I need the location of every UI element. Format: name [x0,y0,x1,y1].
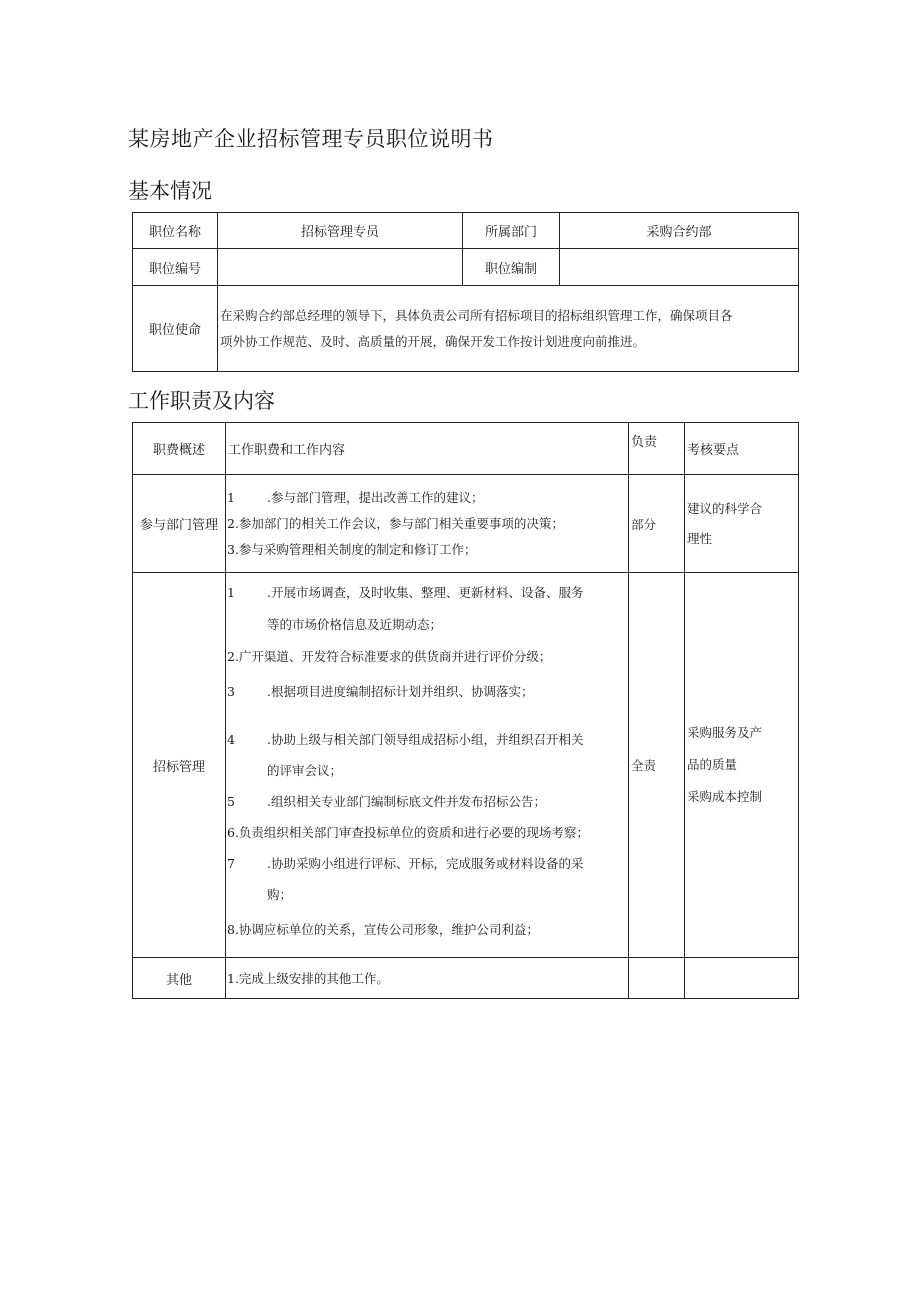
row-responsibility [629,958,685,999]
row-assessment: 采购服务及产 品的质量 采购成本控制 [685,573,799,958]
duty-item: 3 .根据项目进度编制招标计划并组织、协调落实； [227,684,534,699]
mission-label: 职位使命 [133,286,218,372]
department-label: 所属部门 [463,213,560,249]
section-heading-duties: 工作职责及内容 [128,389,275,413]
position-code-label: 职位编号 [133,249,218,286]
section-heading-basic: 基本情况 [128,179,212,203]
header-responsibility: 负责 [629,423,685,475]
position-name-value: 招标管理专员 [218,213,463,249]
row-overview: 其他 [133,958,226,999]
duty-item: 3.参与采购管理相关制度的制定和修订工作； [227,542,477,557]
row-content [226,475,629,573]
row-assessment [685,958,799,999]
row-overview: 招标管理 [133,573,226,958]
duty-item-continued: 等的市场价格信息及近期动态； [267,617,443,632]
row-responsibility: 部分 [629,475,685,573]
table-row [133,475,799,573]
duty-item: 8.协调应标单位的关系，宣传公司形象，维护公司利益； [227,922,539,937]
header-content: 工作职费和工作内容 [226,423,629,475]
duty-item: 1 .开展市场调查，及时收集、整理、更新材料、设备、服务 [227,585,584,600]
mission-line: 项外协工作规范、及时、高质量的开展，确保开发工作按计划进度向前推进。 [220,333,646,349]
row-overview: 参与部门管理 [133,475,226,573]
row-responsibility: 全责 [629,573,685,958]
duty-item-continued: 的评审会议； [267,763,343,778]
row-content: 1.完成上级安排的其他工作。 [226,958,629,999]
document-title: 某房地产企业招标管理专员职位说明书 [128,127,494,151]
duty-item: 6.负责组织相关部门审查投标单位的资质和进行必要的现场考察； [227,825,589,840]
duty-item: 5 .组织相关专业部门编制标底文件并发布招标公告； [227,794,546,809]
duty-item: 1 .参与部门管理，提出改善工作的建议； [227,490,484,505]
header-assessment: 考核要点 [685,423,799,475]
header-overview: 职费概述 [133,423,226,475]
position-code-value [218,249,463,286]
row-assessment: 建议的科学合 理性 [685,475,799,573]
duty-item-continued: 购； [267,887,293,902]
duty-item: 2.参加部门的相关工作会议，参与部门相关重要事项的决策； [227,516,564,531]
duty-item: 2.广开渠道、开发符合标准要求的供货商并进行评价分级； [227,649,552,664]
row-content [226,573,629,958]
basic-info-table [132,212,799,372]
headcount-label: 职位编制 [463,249,560,286]
position-name-label: 职位名称 [133,213,218,249]
table-row [133,958,799,999]
mission-text [218,286,799,372]
department-value: 采购合约部 [560,213,799,249]
duty-item: 7 .协助采购小组进行评标、开标，完成服务或材料设备的采 [227,856,584,871]
mission-line: 在采购合约部总经理的领导下，具体负责公司所有招标项目的招标组织管理工作，确保项目各 [220,307,733,323]
headcount-value [560,249,799,286]
table-row [133,573,799,958]
duties-table [132,422,799,999]
duty-item: 4 .协助上级与相关部门领导组成招标小组，并组织召开相关 [227,732,584,747]
